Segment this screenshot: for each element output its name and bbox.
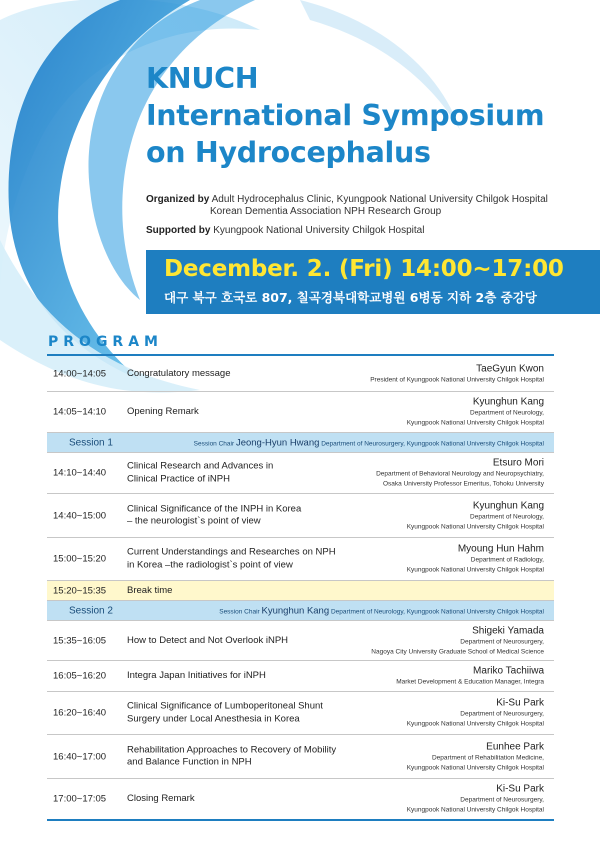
event-date: December. 2. (Fri) 14:00~17:00 <box>164 256 564 282</box>
chair-affiliation: Department of Neurology, Kyungpook National University Chilgok Hospital <box>330 608 544 615</box>
chair-prefix: Session Chair <box>193 440 235 447</box>
speaker-name: Ki-Su Park <box>496 783 544 795</box>
title-line-2: International Symposium <box>146 99 545 132</box>
speaker-affiliation: President of Kyungpook National University Chilgok Hospital <box>370 376 544 383</box>
chair-name: Jeong-Hyun Hwang <box>235 437 320 448</box>
program-row <box>47 494 554 538</box>
row-speaker <box>407 543 544 576</box>
speaker-name: Ki-Su Park <box>496 697 544 709</box>
session-label: Session 1 <box>69 437 113 448</box>
speaker-affiliation: Department of Neurology, Kyungpook National University Chilgok Hospital <box>406 409 544 427</box>
speaker-name: TaeGyun Kwon <box>476 363 544 374</box>
row-speaker <box>371 624 544 657</box>
program-row <box>47 779 554 819</box>
session-chair <box>219 605 544 616</box>
organizers <box>146 194 548 218</box>
break-row <box>47 581 554 601</box>
program-heading: PROGRAM <box>48 334 163 350</box>
title-line-3: on Hydrocephalus <box>146 136 431 169</box>
row-speaker <box>407 396 544 429</box>
row-topic: Clinical Significance of the INPH in Korea – the neurologist`s point of view <box>127 503 302 527</box>
row-speaker <box>376 457 544 490</box>
row-topic: Clinical Significance of Lumboperitoneal Shunt Surgery under Local Anesthesia in Korea <box>127 700 323 724</box>
chair-prefix: Session Chair <box>219 608 260 615</box>
speaker-name: Kyunghun Kang <box>472 396 544 408</box>
row-topic: Break time <box>127 584 173 596</box>
row-time: 14:10~14:40 <box>53 467 107 479</box>
row-time: 14:00~14:05 <box>53 368 107 379</box>
speaker-name: Shigeki Yamada <box>472 625 544 636</box>
program-row <box>47 453 554 494</box>
speaker-affiliation: Department of Behavioral Neurology and Neuropsychiatry, Osaka University Professor Emeritus, Tohoku University <box>376 470 544 488</box>
speaker-affiliation: Department of Neurology, Kyungpook National University Chilgok Hospital <box>406 513 544 530</box>
chair-affiliation: Department of Neurosurgery, Kyungpook National University Chilgok Hospital <box>321 440 544 447</box>
row-time: 16:20~16:40 <box>53 707 107 719</box>
row-topic: Clinical Research and Advances in Clinical Practice of iNPH <box>127 460 274 484</box>
speaker-affiliation: Department of Rehabilitation Medicine, Kyungpook National University Chilgok Hospital <box>406 754 544 771</box>
program-row <box>47 621 554 661</box>
program-table <box>47 354 554 821</box>
speaker-affiliation: Department of Neurosurgery, Kyungpook National University Chilgok Hospital <box>406 796 544 814</box>
row-speaker <box>407 783 544 816</box>
symposium-title <box>146 60 544 171</box>
program-row <box>47 735 554 779</box>
row-time: 15:35~16:05 <box>53 635 107 646</box>
row-time: 17:00~17:05 <box>53 793 107 805</box>
row-time: 16:40~17:00 <box>53 751 107 762</box>
program-row <box>47 392 554 433</box>
row-time: 16:05~16:20 <box>53 670 107 682</box>
supported-label: Supported by <box>146 225 211 236</box>
row-topic: Rehabilitation Approaches to Recovery of Mobility and Balance Function in NPH <box>127 744 337 768</box>
row-topic: Congratulatory message <box>127 367 231 379</box>
organizer-2: Korean Dementia Association NPH Research Group <box>210 206 442 217</box>
program-row <box>47 661 554 692</box>
speaker-name: Etsuro Mori <box>492 457 544 469</box>
organizer-1: Adult Hydrocephalus Clinic, Kyungpook National University Chilgok Hospital <box>211 194 548 205</box>
supporter <box>146 225 424 236</box>
speaker-name: Mariko Tachiiwa <box>473 665 544 677</box>
row-topic: Closing Remark <box>127 792 195 804</box>
organized-label: Organized by <box>146 194 210 205</box>
row-time: 14:05~14:10 <box>53 406 107 418</box>
event-venue: 대구 북구 호국로 807, 칠곡경북대학교병원 6병동 지하 2층 중강당 <box>164 290 537 305</box>
row-speaker <box>370 362 544 385</box>
row-time: 15:00~15:20 <box>53 553 107 565</box>
session-chair <box>194 437 544 448</box>
row-speaker <box>407 740 544 773</box>
chair-name: Kyunghun Kang <box>261 605 330 616</box>
session-2-header <box>47 601 554 621</box>
speaker-affiliation: Department of Neurosurgery, Kyungpook National University Chilgok Hospital <box>406 710 544 728</box>
title-line-1: KNUCH <box>146 62 259 95</box>
row-time: 15:20~15:35 <box>53 585 107 596</box>
program-row <box>47 356 554 392</box>
row-speaker <box>407 499 544 532</box>
row-topic: Opening Remark <box>127 405 199 417</box>
row-time: 14:40~15:00 <box>53 510 107 521</box>
date-venue-banner <box>146 250 600 314</box>
speaker-affiliation: Market Development & Education Manager, Integra <box>396 678 544 686</box>
speaker-affiliation: Department of Neurosurgery, Nagoya City University Graduate School of Medical Science <box>371 638 544 655</box>
supporter-text: Kyungpook National University Chilgok Hospital <box>213 225 425 236</box>
speaker-name: Kyunghun Kang <box>472 500 544 511</box>
session-1-header <box>47 433 554 453</box>
program-row <box>47 538 554 581</box>
row-topic: Integra Japan Initiatives for iNPH <box>127 669 266 681</box>
session-label: Session 2 <box>69 605 113 616</box>
row-speaker <box>407 697 544 730</box>
row-topic: How to Detect and Not Overlook iNPH <box>127 634 289 646</box>
speaker-name: Myoung Hun Hahm <box>457 543 544 555</box>
speaker-name: Eunhee Park <box>486 741 544 752</box>
speaker-affiliation: Department of Radiology, Kyungpook National University Chilgok Hospital <box>406 556 544 574</box>
program-row <box>47 692 554 735</box>
row-speaker <box>396 665 544 688</box>
row-topic: Current Understandings and Researches on NPH in Korea –the radiologist`s point of view <box>127 546 336 570</box>
